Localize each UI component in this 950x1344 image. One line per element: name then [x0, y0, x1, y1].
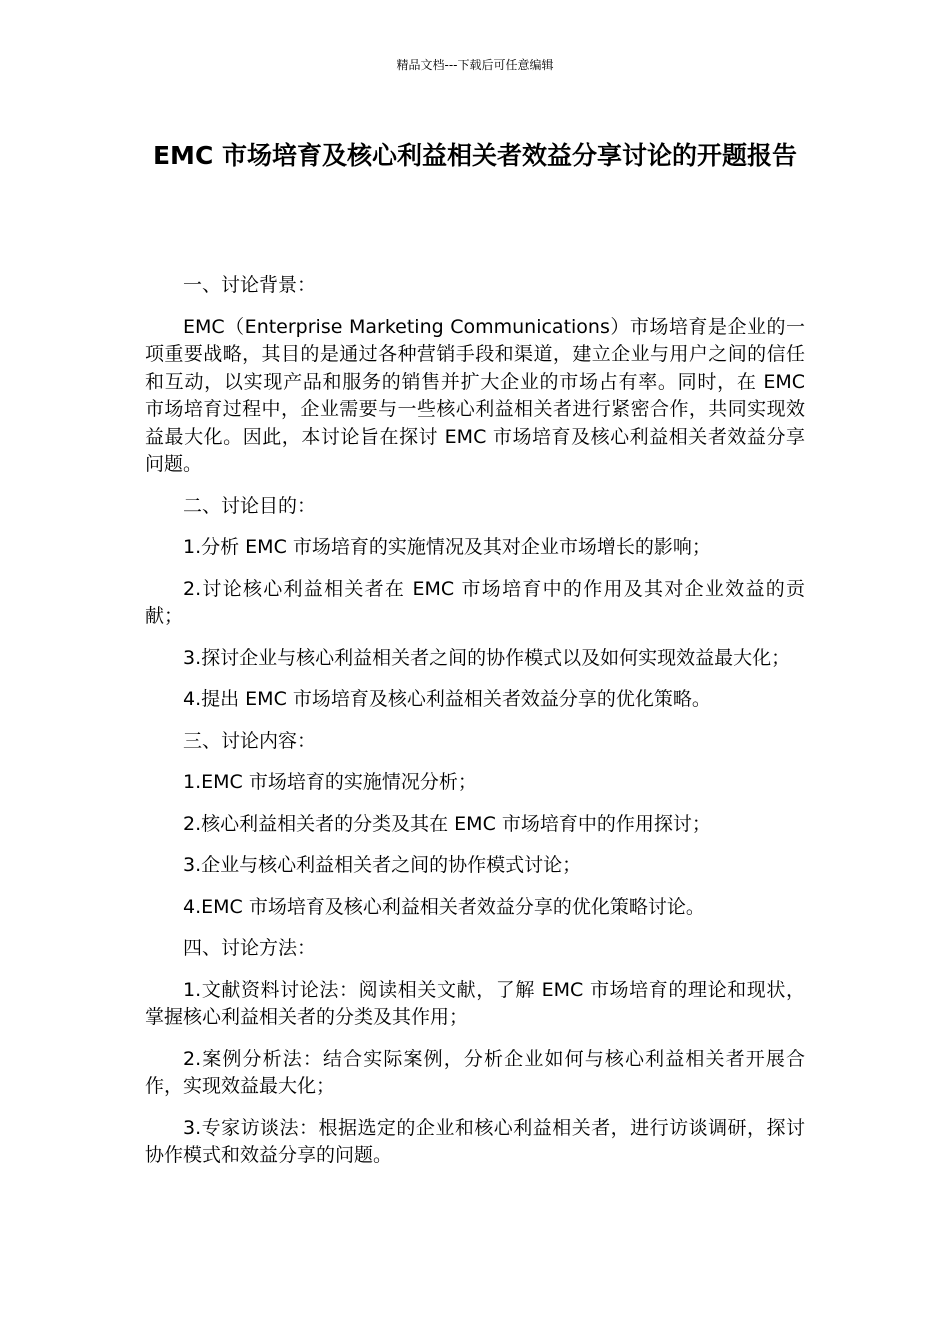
page-header-note: 精品文档---下载后可任意编辑 — [396, 58, 554, 72]
purpose-item-2: 2.讨论核心利益相关者在 EMC 市场培育中的作用及其对企业效益的贡献； — [145, 577, 805, 627]
content-item-2: 2.核心利益相关者的分类及其在 EMC 市场培育中的作用探讨； — [183, 812, 711, 835]
section-heading-purpose: 二、讨论目的： — [183, 494, 317, 517]
section-heading-method: 四、讨论方法： — [183, 937, 317, 959]
method-item-2: 2.案例分析法：结合实际案例，分析企业如何与核心利益相关者开展合作，实现效益最大化； — [145, 1047, 805, 1097]
document-title: EMC 市场培育及核心利益相关者效益分享讨论的开题报告 — [152, 141, 797, 170]
method-item-3: 3.专家访谈法：根据选定的企业和核心利益相关者，进行访谈调研，探讨协作模式和效益分享的问题。 — [145, 1116, 805, 1166]
purpose-item-1: 1.分析 EMC 市场培育的实施情况及其对企业市场增长的影响； — [183, 536, 711, 558]
purpose-item-4: 4.提出 EMC 市场培育及核心利益相关者效益分享的优化策略。 — [183, 688, 711, 710]
purpose-item-3: 3.探讨企业与核心利益相关者之间的协作模式以及如何实现效益最大化； — [183, 646, 791, 669]
background-paragraph: EMC（Enterprise Marketing Communications）市场培育是企业的一项重要战略，其目的是通过各种营销手段和渠道，建立企业与用户之间的信任和互动，以实现产品和服务的销售并扩大企业的市场占有率。同时，在 EMC 市场培育过程中，企业需要与一些核心利益相关者进行紧密合作，共同实现效益最大化。因此，本讨论旨在探讨 EMC 市场培育及核心利益相关者效益分享问题。 — [145, 315, 805, 475]
content-item-1: 1.EMC 市场培育的实施情况分析； — [183, 771, 477, 793]
content-item-3: 3.企业与核心利益相关者之间的协作模式讨论； — [183, 854, 582, 876]
section-heading-background: 一、讨论背景： — [183, 274, 317, 296]
document-body — [145, 272, 805, 1184]
content-item-4: 4.EMC 市场培育及核心利益相关者效益分享的优化策略讨论。 — [183, 895, 705, 918]
method-item-1: 1.文献资料讨论法：阅读相关文献，了解 EMC 市场培育的理论和现状，掌握核心利益相关者的分类及其作用； — [145, 978, 805, 1028]
section-heading-content: 三、讨论内容： — [183, 729, 317, 752]
